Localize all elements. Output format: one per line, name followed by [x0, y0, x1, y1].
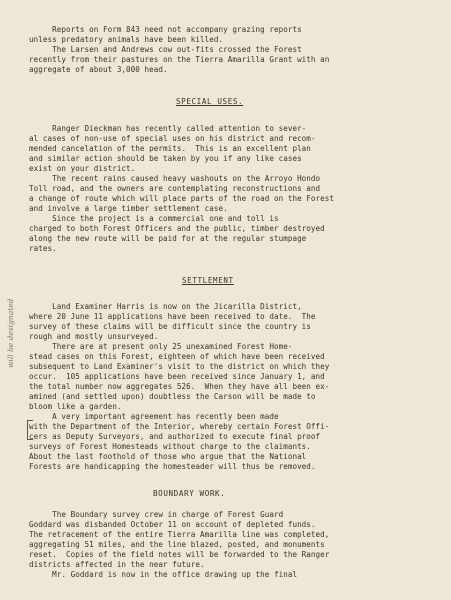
handwritten-margin-note: will be designated — [6, 298, 15, 368]
text-line: Ranger Dieckman has recently called attention to sever- — [29, 124, 307, 133]
text-line: charged to both Forest Officers and the public, timber destroyed — [29, 224, 325, 233]
text-line: exist on your district. — [29, 164, 136, 173]
text-line: A very important agreement has recently been made — [29, 412, 279, 421]
text-line: About the last foothold of those who argue that the National — [29, 452, 307, 461]
text-line: where 20 June 11 applications have been received to date. The — [29, 312, 316, 321]
text-line: and similar action should be taken by you if any like cases — [29, 154, 302, 163]
text-line: Goddard was disbanded October 11 on account of depleted funds. — [29, 520, 316, 529]
text-line: The Boundary survey crew in charge of Forest Guard — [29, 510, 284, 519]
section-heading-boundary-work: BOUNDARY WORK. — [153, 489, 226, 498]
text-line: surveys of Forest Homesteads without charge to the claimants. — [29, 442, 311, 451]
text-line: The Larsen and Andrews cow out-fits crossed the Forest — [29, 45, 302, 54]
text-line: Since the project is a commercial one and toll is — [29, 214, 279, 223]
text-line: al cases of non-use of special uses on his district and recom- — [29, 134, 316, 143]
text-line: aggregate of about 3,000 head. — [29, 65, 168, 74]
text-line: aggregating 51 miles, and the line blazed, posted, and monuments — [29, 540, 325, 549]
text-line: along the new route will be paid for at the regular stumpage — [29, 234, 307, 243]
text-line: The recent rains caused heavy washouts on the Arroyo Hondo — [29, 174, 321, 183]
text-line: a change of route which will place parts of the road on the Forest — [29, 194, 335, 203]
text-line: Toll road, and the owners are contemplating reconstructions and — [29, 184, 321, 193]
text-line: the total number now aggregates 526. When they have all been ex- — [29, 382, 330, 391]
text-line: recently from their pastures on the Tierra Amarilla Grant with an — [29, 55, 330, 64]
text-line: The retracement of the entire Tierra Amarilla line was completed, — [29, 530, 330, 539]
handwritten-bracket — [27, 420, 33, 440]
text-line: Mr. Goddard is now in the office drawing up the final — [29, 570, 298, 579]
text-line: rates. — [29, 244, 57, 253]
text-line: Forests are handicapping the homesteader will thus be removed. — [29, 462, 316, 471]
text-line: with the Department of the Interior, whereby certain Forest Offi- — [29, 422, 330, 431]
text-line: There are at present only 25 unexamined Forest Home- — [29, 342, 293, 351]
section-heading-settlement: SETTLEMENT — [182, 276, 234, 285]
text-line: amined (and settled upon) doubtless the Carson will be made to — [29, 392, 316, 401]
text-line: Land Examiner Harris is now on the Jicarilla District, — [29, 302, 302, 311]
text-line: mended cancelation of the permits. This is an excellent plan — [29, 144, 311, 153]
text-line: Reports on Form 843 need not accompany grazing reports — [29, 25, 302, 34]
text-line: rough and mostly unsurveyed. — [29, 332, 159, 341]
section-heading-special-uses: SPECIAL USES. — [176, 97, 244, 106]
text-line: and involve a large timber settlement case. — [29, 204, 228, 213]
text-line: survey of these claims will be difficult since the country is — [29, 322, 311, 331]
text-line: bloom like a garden. — [29, 402, 122, 411]
text-line: districts affected in the near future. — [29, 560, 205, 569]
text-line: occur. 105 applications have been received since January 1, and — [29, 372, 325, 381]
text-line: cers as Deputy Surveyors, and authorized to execute final proof — [29, 432, 321, 441]
text-line: stead cases on this Forest, eighteen of which have been received — [29, 352, 325, 361]
text-line: subsequent to Land Examiner's visit to the district on which they — [29, 362, 330, 371]
text-line: unless predatory animals have been killed. — [29, 35, 224, 44]
text-line: reset. Copies of the field notes will be forwarded to the Ranger — [29, 550, 330, 559]
